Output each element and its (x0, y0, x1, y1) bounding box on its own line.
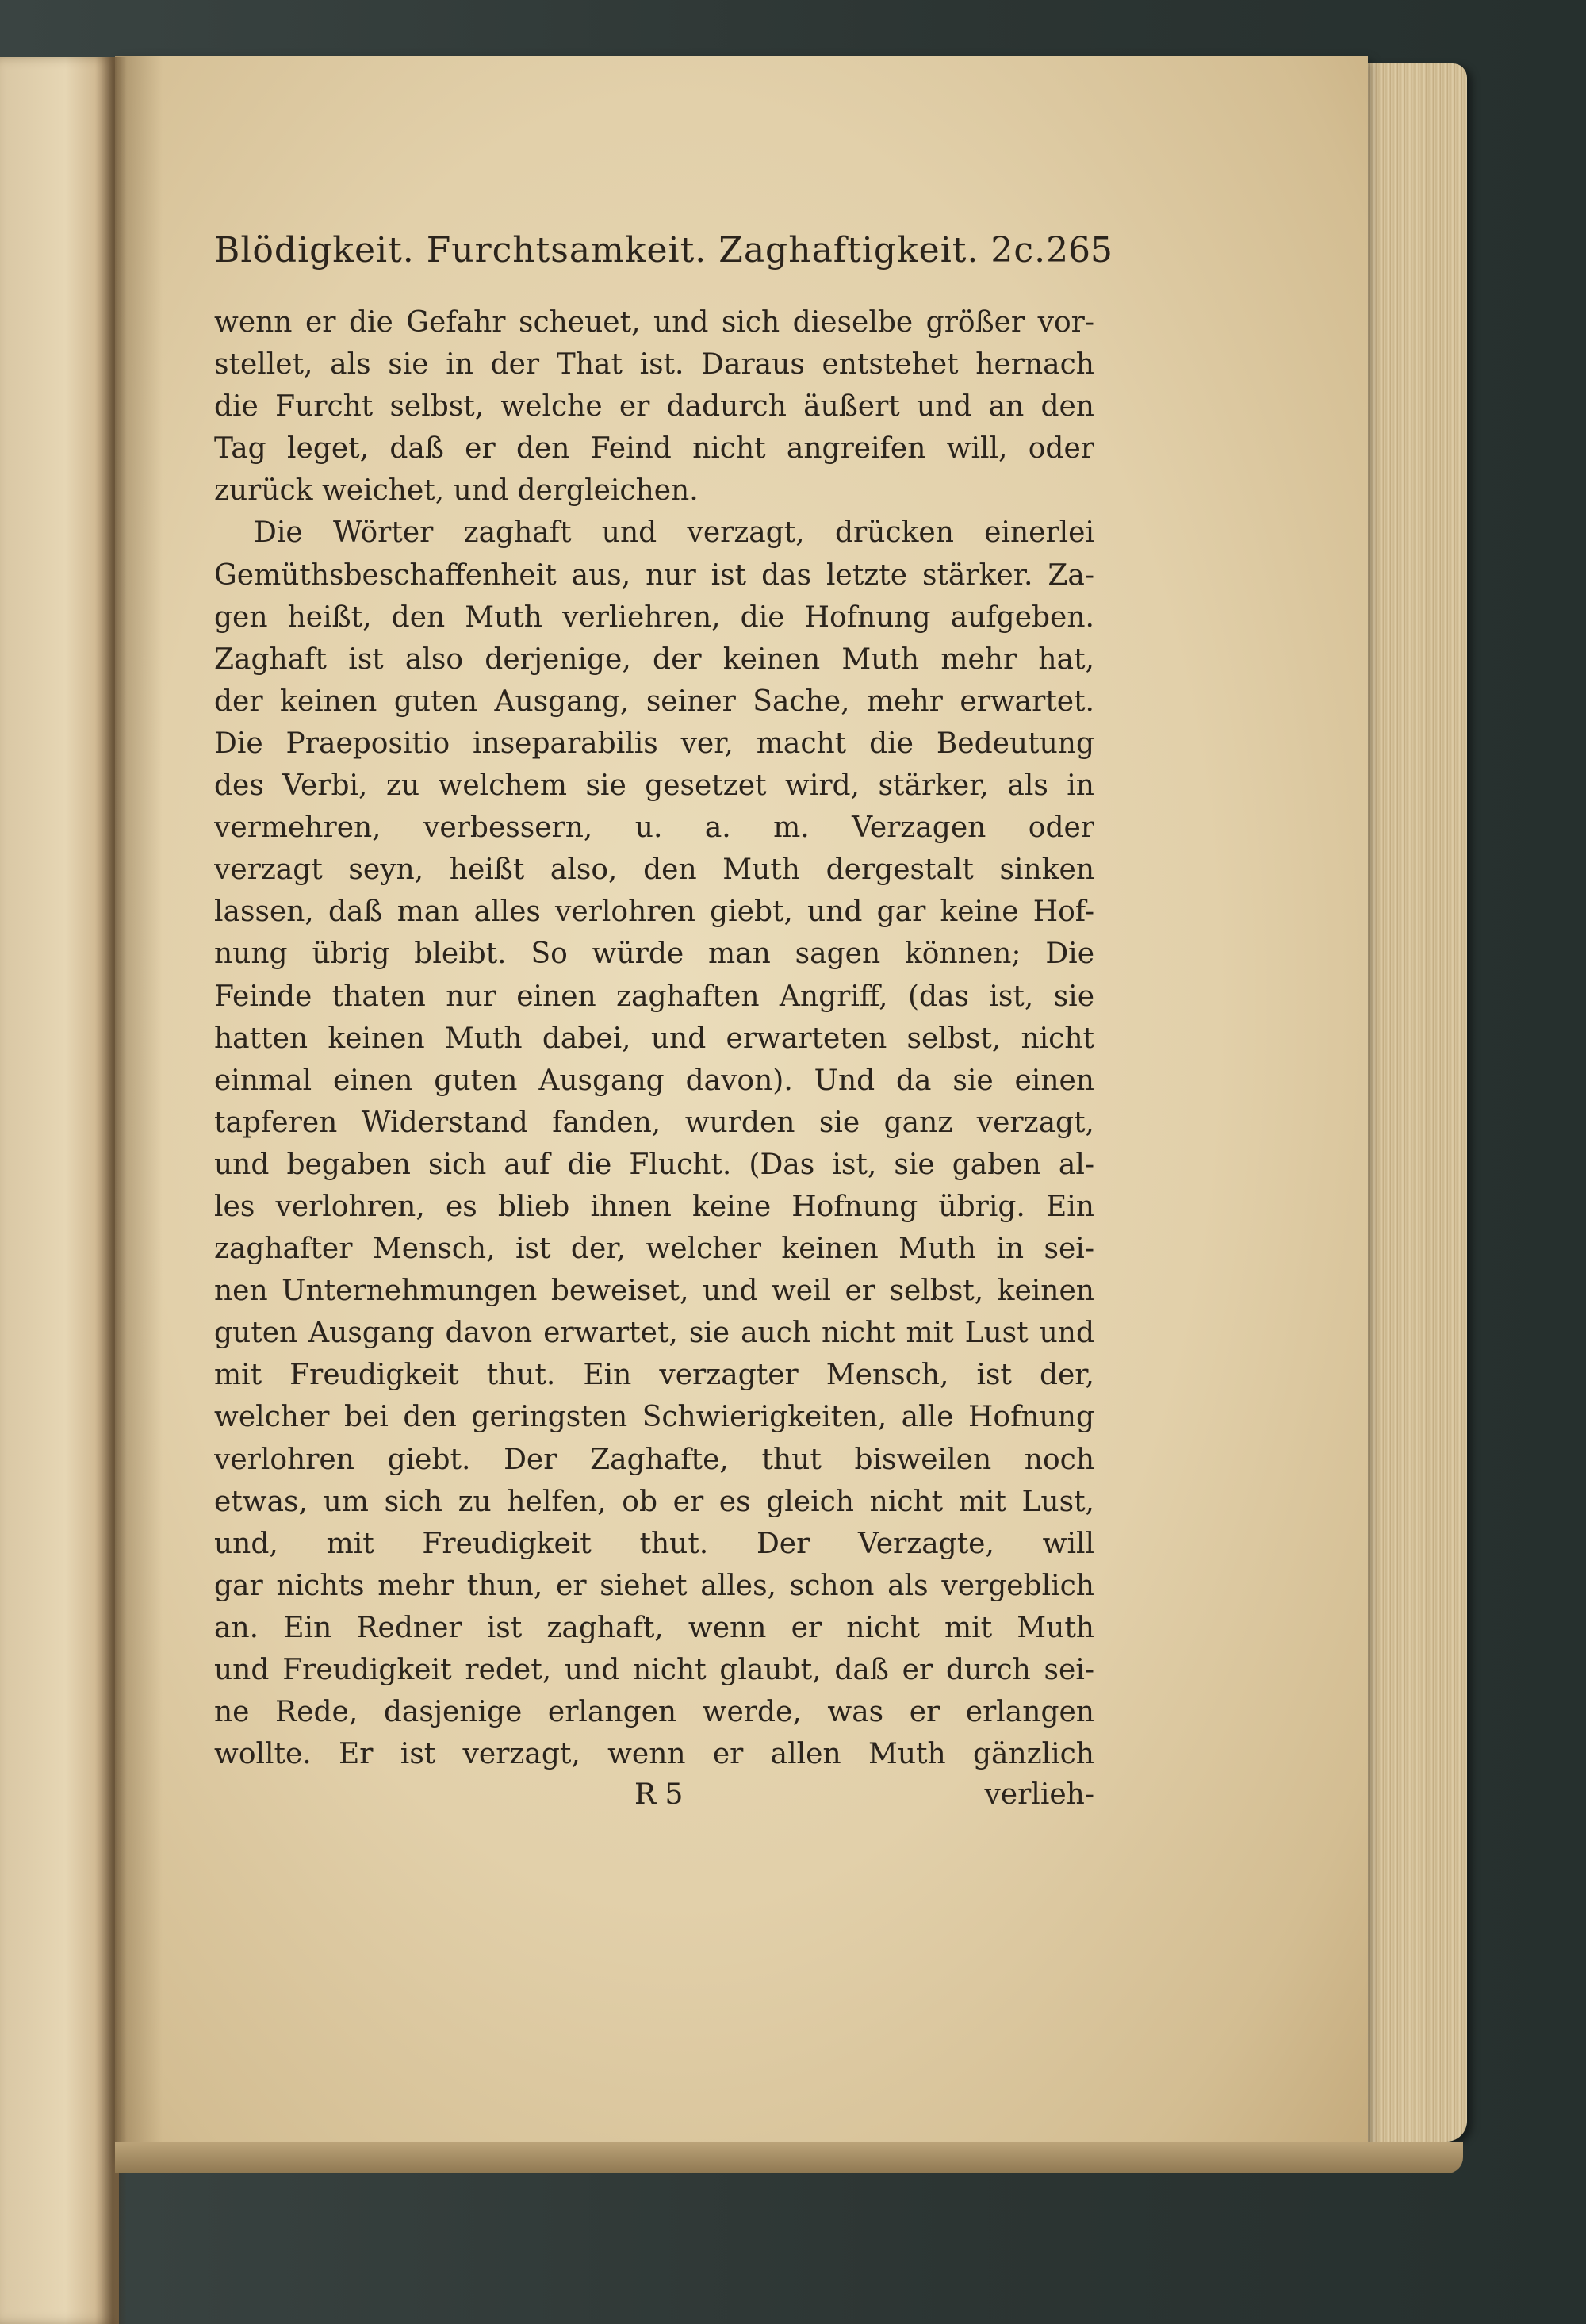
text-line: verlohren giebt. Der Zaghafte, thut bisweilen noch (214, 1443, 1094, 1476)
text-line: lassen, daß man alles verlohren giebt, und gar keine Hof- (214, 895, 1094, 929)
text-line: etwas, um sich zu helfen, ob er es gleich nicht mit Lust, (214, 1485, 1094, 1518)
text-line: die Furcht selbst, welche er dadurch äußert und an den (214, 390, 1094, 424)
text-line: nung übrig bleibt. So würde man sagen können; Die (214, 938, 1094, 971)
text-line: verzagt seyn, heißt also, den Muth dergestalt sinken (214, 853, 1094, 887)
signature-mark: R 5 (634, 1778, 684, 1812)
text-line: wenn er die Gefahr scheuet, und sich dieselbe größer vor- (214, 306, 1094, 339)
text-line: stellet, als sie in der That ist. Daraus entstehet hernach (214, 348, 1094, 382)
text-line: an. Ein Redner ist zaghaft, wenn er nicht mit Muth (214, 1611, 1094, 1644)
text-line: der keinen guten Ausgang, seiner Sache, mehr erwartet. (214, 685, 1094, 718)
text-line: Gemüthsbeschaffenheit aus, nur ist das letzte stärker. Za- (214, 558, 1094, 592)
text-line: ne Rede, dasjenige erlangen werde, was er erlangen (214, 1696, 1094, 1729)
text-line: zurück weichet, und dergleichen. (214, 474, 699, 508)
page-text (214, 230, 1113, 1815)
page-footer (214, 1775, 1094, 1815)
text-line: und Freudigkeit redet, und nicht glaubt, daß er durch sei- (214, 1654, 1094, 1686)
text-line: gen heißt, den Muth verliehren, die Hofnung aufgeben. (214, 600, 1094, 634)
text-line: Tag leget, daß er den Feind nicht angreifen will, oder (214, 432, 1094, 466)
text-line: welcher bei den geringsten Schwierigkeiten, alle Hofnung (214, 1401, 1094, 1434)
text-line: einmal einen guten Ausgang davon). Und da sie einen (214, 1064, 1094, 1097)
text-line: und begaben sich auf die Flucht. (Das ist, sie gaben al- (214, 1148, 1094, 1181)
text-line: les verlohren, es blieb ihnen keine Hofnung übrig. Ein (214, 1190, 1094, 1223)
text-line: wollte. Er ist verzagt, wenn er allen Muth gänzlich (214, 1738, 1094, 1771)
catchword: verlieh- (984, 1778, 1094, 1812)
page-header (214, 230, 1113, 301)
text-line: Die Wörter zaghaft und verzagt, drücken einerlei (254, 516, 1094, 550)
text-line: guten Ausgang davon erwartet, sie auch nicht mit Lust und (214, 1317, 1094, 1350)
text-line: tapferen Widerstand fanden, wurden sie ganz verzagt, (214, 1106, 1094, 1139)
text-line: Feinde thaten nur einen zaghaften Angriff, (das ist, sie (214, 980, 1094, 1013)
text-line: des Verbi, zu welchem sie gesetzet wird, stärker, als in (214, 769, 1094, 803)
text-line: Die Praepositio inseparabilis ver, macht die Bedeutung (214, 727, 1094, 760)
text-line: zaghafter Mensch, ist der, welcher keinen Muth in sei- (214, 1233, 1094, 1266)
running-head: Blödigkeit. Furchtsamkeit. Zaghaftigkeit. 2c. (214, 230, 1047, 270)
page-number: 265 (1046, 230, 1113, 270)
text-line: vermehren, verbessern, u. a. m. Verzagen oder (214, 811, 1094, 845)
text-line: gar nichts mehr thun, er siehet alles, schon als vergeblich (214, 1569, 1094, 1602)
text-line: hatten keinen Muth dabei, und erwarteten selbst, nicht (214, 1022, 1094, 1055)
text-line: und, mit Freudigkeit thut. Der Verzagte, will (214, 1527, 1094, 1560)
text-line: Zaghaft ist also derjenige, der keinen Muth mehr hat, (214, 642, 1094, 676)
text-line: nen Unternehmungen beweiset, und weil er selbst, keinen (214, 1275, 1094, 1308)
bottom-page-edge (115, 2142, 1463, 2173)
spine-shadow (95, 57, 127, 2324)
text-line: mit Freudigkeit thut. Ein verzagter Mensch, ist der, (214, 1359, 1094, 1392)
